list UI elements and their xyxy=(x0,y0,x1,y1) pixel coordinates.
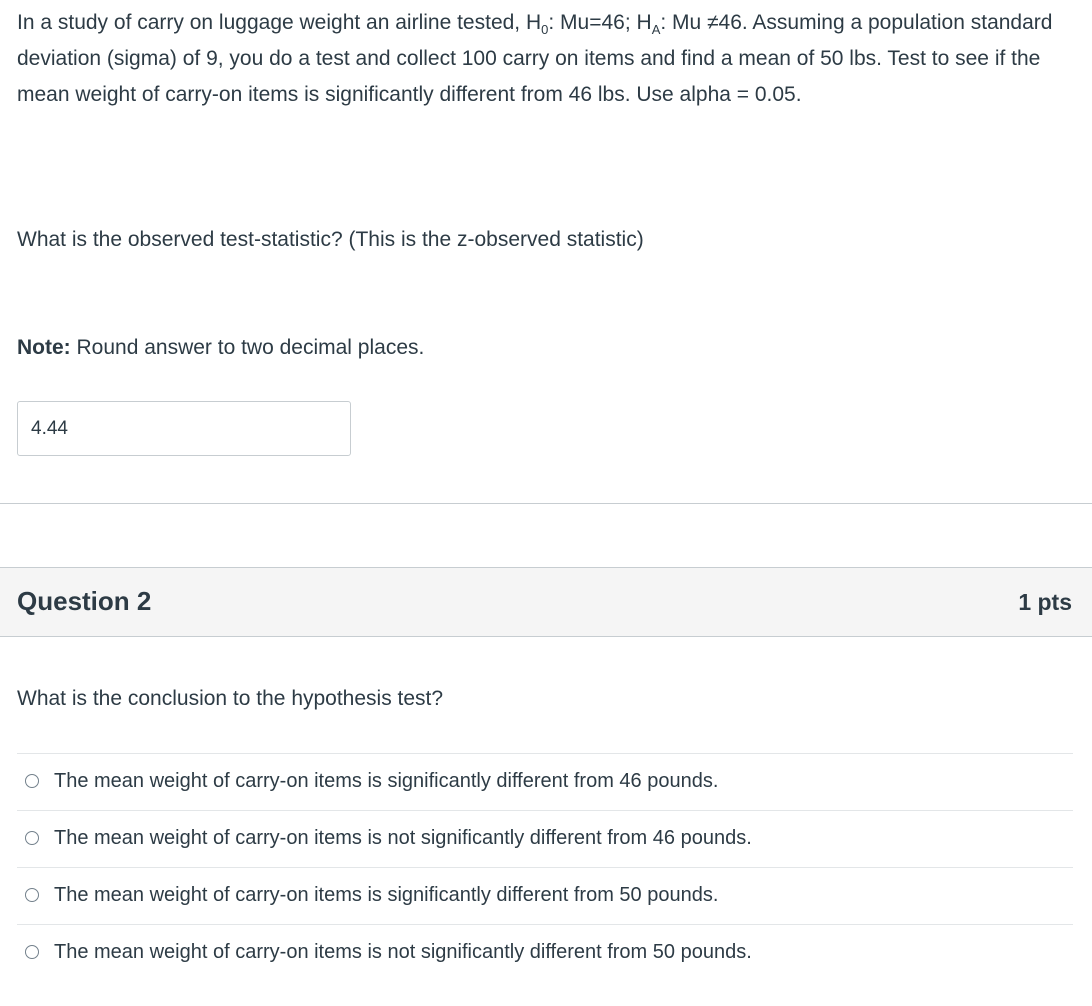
answer-option-label[interactable]: The mean weight of carry-on items is significantly different from 46 pounds. xyxy=(54,770,719,792)
radio-button[interactable] xyxy=(25,945,39,959)
answer-option-1[interactable] xyxy=(17,753,1073,810)
question-1-note xyxy=(17,330,424,366)
radio-button[interactable] xyxy=(25,831,39,845)
answer-options xyxy=(17,753,1073,981)
intro-text-part1: In a study of carry on luggage weight an airline tested, H xyxy=(17,11,542,34)
intro-text-part2: : Mu=46; H xyxy=(548,11,652,34)
answer-option-4[interactable] xyxy=(17,924,1073,981)
radio-button[interactable] xyxy=(25,888,39,902)
ha-subscript: A xyxy=(651,22,661,37)
intro-text-part3: : Mu ≠46. Assuming a population standard deviation (sigma) of 9, you do a test and collect 100 carry on items and find a mean of 50 lbs. Test to see if the mean weight of carry-on items is significantly different from 46 lbs. Use alpha = 0.05. xyxy=(17,11,1053,106)
h0-subscript: 0 xyxy=(541,22,549,37)
question-2-title: Question 2 xyxy=(17,586,152,616)
answer-option-label[interactable]: The mean weight of carry-on items is not significantly different from 50 pounds. xyxy=(54,941,752,963)
radio-button[interactable] xyxy=(25,774,39,788)
question-1-intro xyxy=(17,5,1077,113)
question-2-header xyxy=(0,567,1092,637)
question-1-body xyxy=(17,0,1077,359)
question-2-prompt: What is the conclusion to the hypothesis test? xyxy=(17,687,444,710)
question-2-points: 1 pts xyxy=(1018,589,1072,615)
answer-option-label[interactable]: The mean weight of carry-on items is not significantly different from 46 pounds. xyxy=(54,827,752,849)
answer-option-3[interactable] xyxy=(17,867,1073,924)
answer-option-label[interactable]: The mean weight of carry-on items is significantly different from 50 pounds. xyxy=(54,884,719,906)
question-1-prompt: What is the observed test-statistic? (This is the z-observed statistic) xyxy=(17,228,644,251)
answer-input[interactable] xyxy=(17,401,351,456)
answer-option-2[interactable] xyxy=(17,810,1073,867)
note-label: Note: xyxy=(17,336,71,359)
question-divider xyxy=(0,503,1092,504)
note-text: Round answer to two decimal places. xyxy=(70,336,425,359)
